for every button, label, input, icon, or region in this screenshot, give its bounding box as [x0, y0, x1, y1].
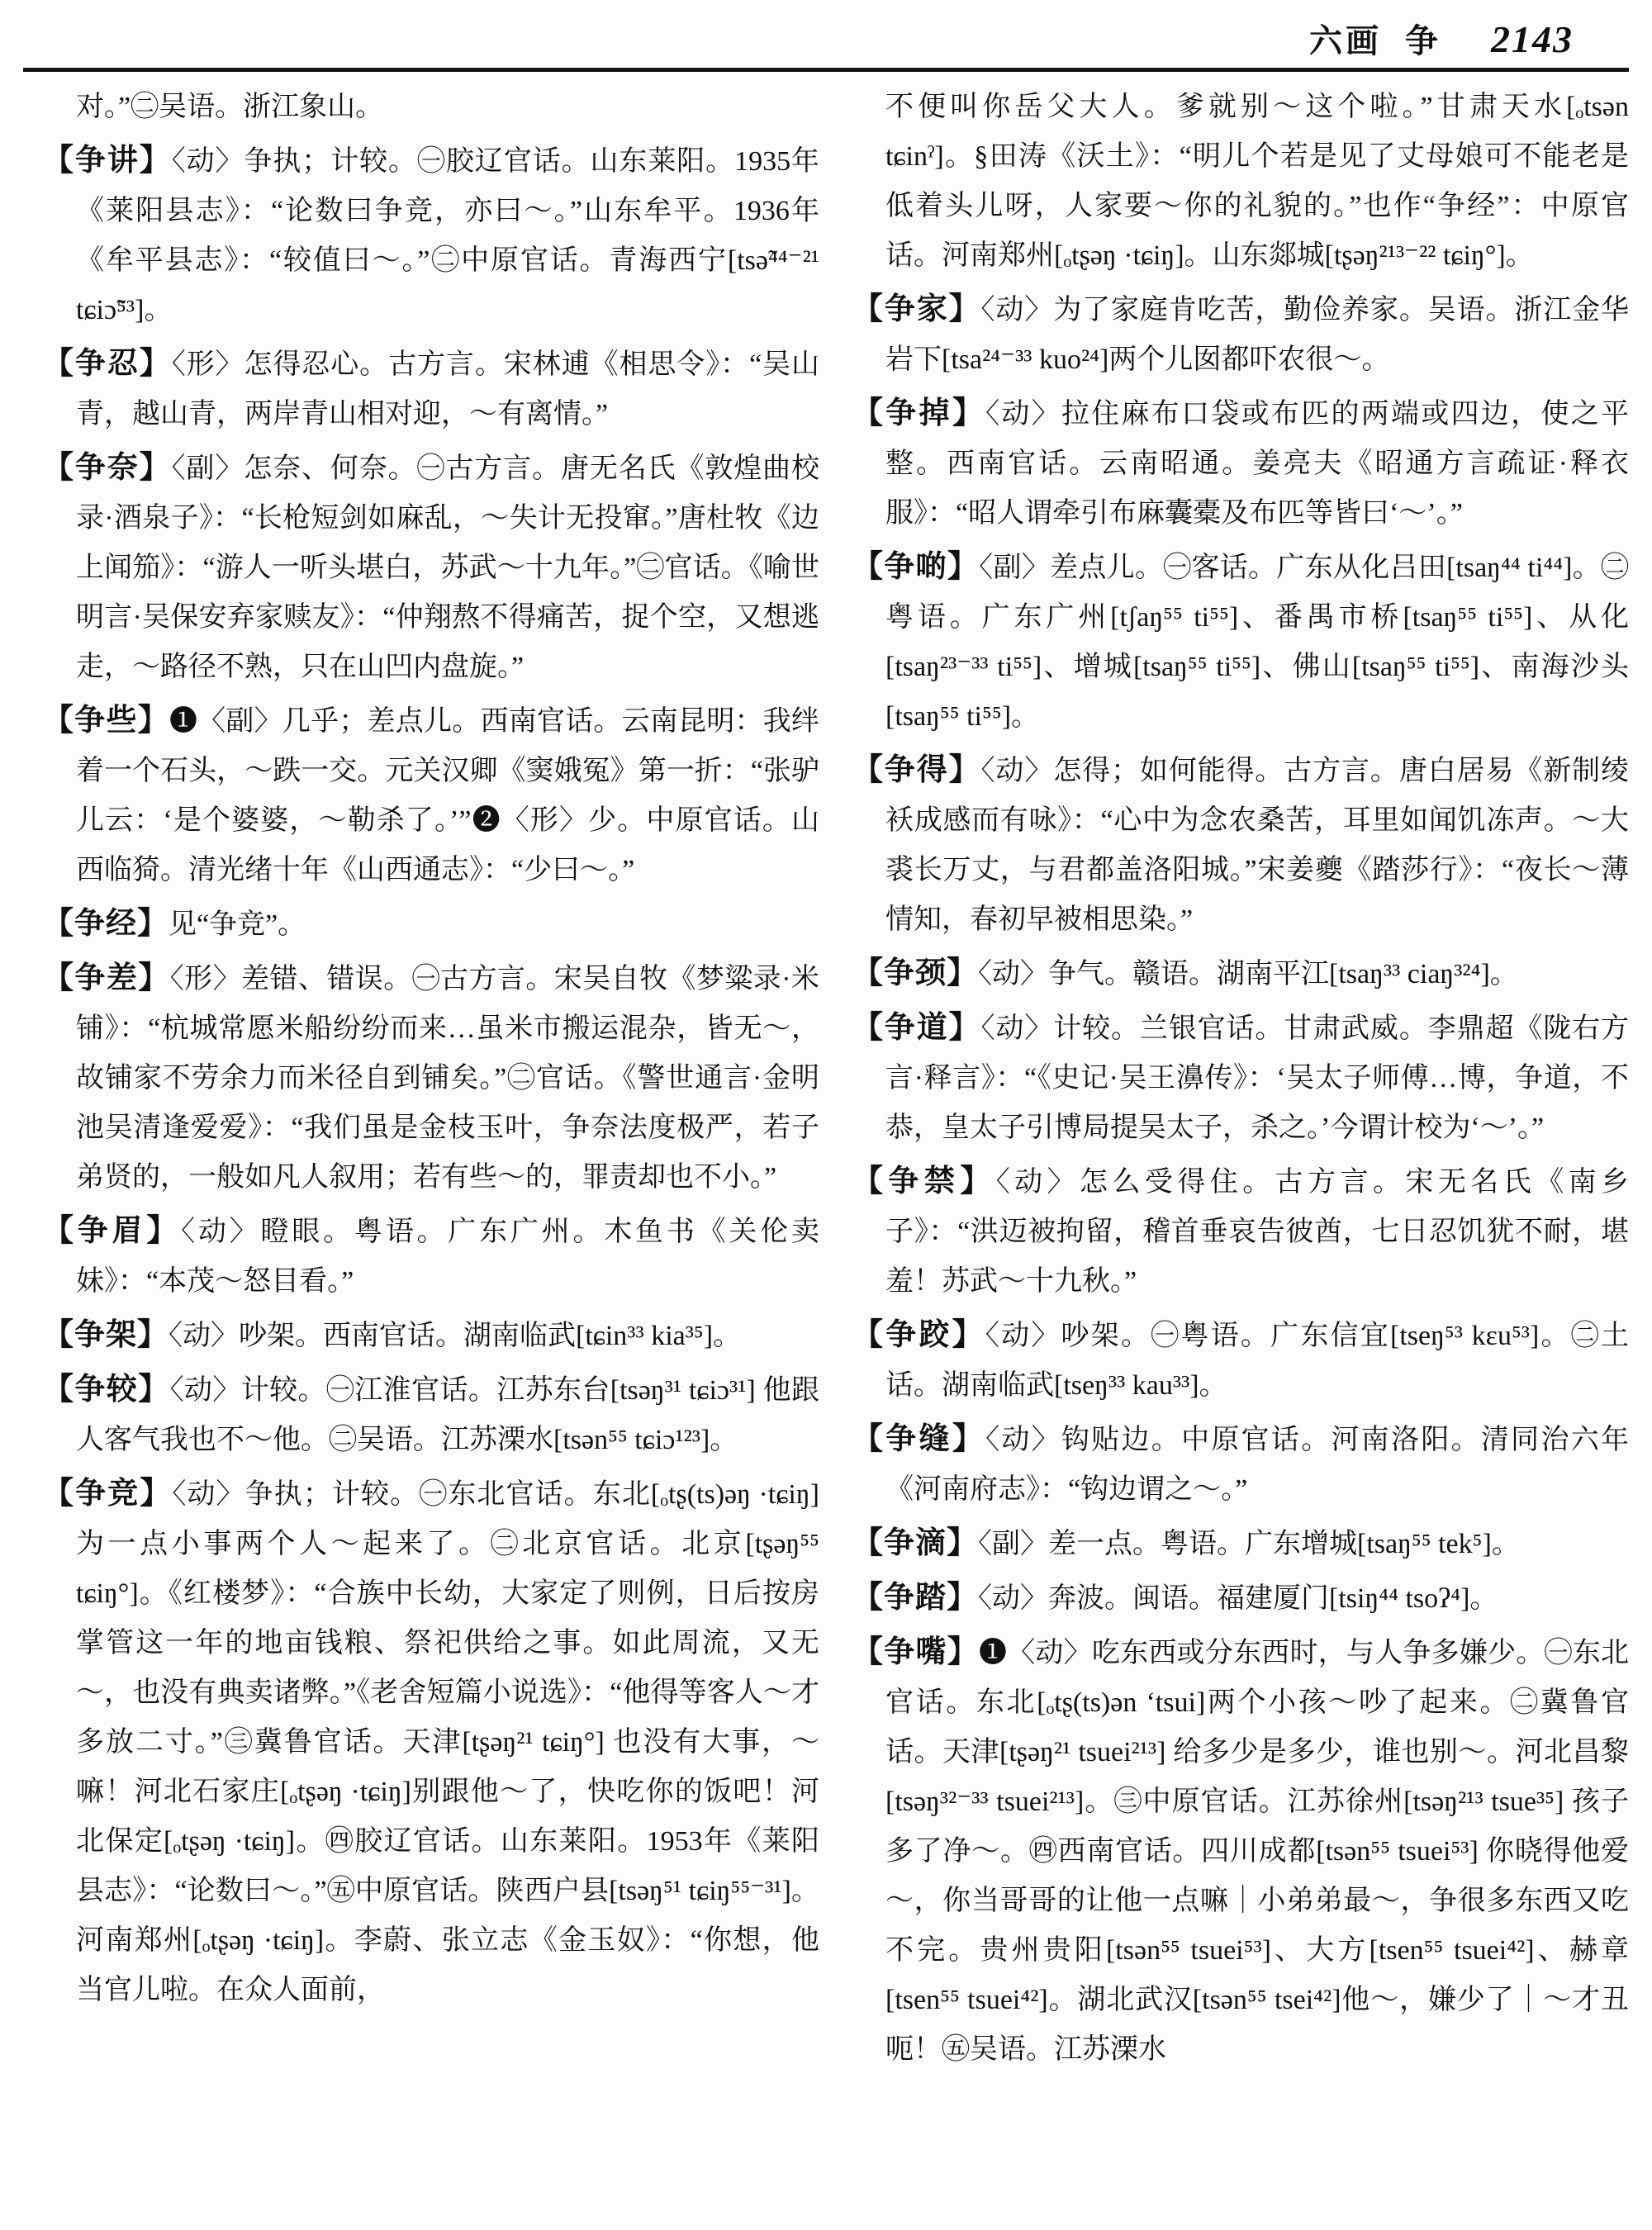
dictionary-entry: [43, 954, 819, 1203]
entry-body: 〈副〉怎奈、何奈。㊀古方言。唐无名氏《敦煌曲校录·酒泉子》：“长枪短剑如麻乱，～失计无投窜。”唐杜牧《边上闻笳》：“游人一听头堪白，苏武～十九年。”㊁官话。《喻世明言·吴保安弃家赎友》：“仲翔熬不得痛苦，捉个空，又想逃走，～路径不熟，只在山凹内盘旋。”: [76, 453, 820, 682]
dictionary-entry: [852, 949, 1629, 999]
entry-body: 对。”㊁吴语。浙江象山。: [76, 92, 384, 122]
dictionary-entry: [43, 1311, 819, 1361]
text-columns: [0, 83, 1652, 2230]
continuation-paragraph: [852, 83, 1629, 281]
entry-headword: 【争掉】: [852, 396, 986, 430]
dictionary-entry: [852, 1415, 1629, 1515]
entry-body: 〈动〉奔波。闽语。福建厦门[tsiŋ⁴⁴ tsoʔ⁴]。: [978, 1583, 1498, 1614]
entry-body: ❶〈副〉几乎；差点儿。西南官话。云南昆明：我绊着一个石头，～跌一交。元关汉卿《窦娥冤》第一折：“张驴儿云：‘是个婆婆，～勒杀了。’”❷〈形〉少。中原官话。山西临猗。清光绪十年《山西通志》：“少曰～。”: [76, 706, 820, 885]
entry-body: 〈动〉吵架。㊀粤语。广东信宜[tseŋ⁵³ kɛu⁵³]。㊁土话。湖南临武[tseŋ³³ kau³³]。: [885, 1321, 1629, 1401]
entry-body: 〈副〉差点儿。㊀客话。广东从化吕田[tsaŋ⁴⁴ ti⁴⁴]。㊁粤语。广东广州[tʃaŋ⁵⁵ ti⁵⁵]、番禺市桥[tsaŋ⁵⁵ ti⁵⁵]、从化[tsaŋ²³⁻³³ ti⁵⁵]、增城[tsaŋ⁵⁵ ti⁵⁵]、佛山[tsaŋ⁵⁵ ti⁵⁵]、南海沙头[tsaŋ⁵⁵ ti⁵⁵]。: [885, 553, 1630, 732]
entry-headword: 【争家】: [852, 292, 981, 326]
entry-body: 〈动〉计较。㊀江淮官话。江苏东台[tsəŋ³¹ tɕiɔ³¹] 他跟人客气我也不～他。㊁吴语。江苏溧水[tsən⁵⁵ tɕiɔ¹²³]。: [76, 1375, 820, 1455]
entry-headword: 【争啲】: [852, 550, 980, 584]
entry-body: 〈动〉吵架。西南官话。湖南临武[tɕin³³ kia³⁵]。: [169, 1321, 742, 1351]
entry-body: 〈动〉拉住麻布口袋或布匹的两端或四边，使之平整。西南官话。云南昭通。姜亮夫《昭通方言疏证·释衣服》：“昭人谓牵引布麻囊橐及布匹等皆曰‘～’。”: [885, 399, 1630, 529]
entry-body: 〈动〉争执；计较。㊀胶辽官话。山东莱阳。1935年《莱阳县志》：“论数曰争竞，亦曰～。”山东牟平。1936年《牟平县志》：“较值曰～。”㊁中原官话。青海西宁[tsə̃⁴⁴⁻²¹ tɕiɔ̃⁵³]。: [76, 146, 820, 325]
dictionary-entry: [852, 285, 1629, 385]
entry-headword: 【争禁】: [852, 1165, 996, 1198]
dictionary-entry: [43, 1365, 819, 1465]
entry-headword: 【争竞】: [43, 1477, 173, 1511]
entry-body: 〈动〉钩贴边。中原官话。河南洛阳。清同治六年《河南府志》：“钩边谓之～。”: [885, 1425, 1630, 1505]
entry-headword: 【争道】: [852, 1011, 981, 1045]
page-header: [1309, 15, 1574, 62]
entry-body: 〈动〉为了家庭肯吃苦，勤俭养家。吴语。浙江金华岩下[tsa²⁴⁻³³ kuo²⁴]两个儿囡都吓农很～。: [885, 295, 1630, 375]
dictionary-entry: [852, 389, 1629, 539]
header-stroke-section: 六画: [1309, 22, 1382, 59]
dictionary-entry: [43, 444, 819, 692]
entry-body: 〈形〉怎得忍心。古方言。宋林逋《相思令》：“吴山青，越山青，两岸青山相对迎，～有离情。”: [76, 349, 820, 429]
header-page-number: 2143: [1491, 18, 1574, 60]
left-column: [43, 83, 819, 2019]
entry-headword: 【争差】: [43, 961, 170, 995]
dictionary-entry: [852, 1157, 1629, 1307]
entry-body: 〈动〉争气。赣语。湖南平江[tsaŋ³³ ciaŋ³²⁴]。: [978, 959, 1518, 989]
entry-body: 〈动〉怎得；如何能得。古方言。唐白居易《新制绫袄成感而有咏》：“心中为念农桑苦，耳里如闻饥冻声。～大裘长万丈，与君都盖洛阳城。”宋姜夔《踏莎行》：“夜长～薄情知，春初早被相思染。”: [885, 756, 1630, 935]
header-rule: [23, 68, 1629, 72]
entry-body: ❶〈动〉吃东西或分东西时，与人争多嫌少。㊀东北官话。东北[ₒtʂ(ts)ən ʻtsui]两个小孩～吵了起来。㊁冀鲁官话。天津[tʂəŋ²¹ tsuei²¹³] 给多少是多少，谁也别～。河北昌黎[tsəŋ³²⁻³³ tsuei²¹³]。㊂中原官话。江苏徐州[tsəŋ²¹³ tsue³⁵] 孩子多了净～。㊃西南官话。四川成都[tsən⁵⁵ tsuei⁵³] 你晓得他爱～，你当哥哥的让他一点嘛｜小弟弟最～，争很多东西又吃不完。贵州贵阳[tsən⁵⁵ tsuei⁵³]、大方[tsen⁵⁵ tsuei⁴²]、赫章[tsen⁵⁵ tsuei⁴²]。湖北武汉[tsən⁵⁵ tsei⁴²]他～，嫌少了｜～才丑呃！㊄吴语。江苏溧水: [885, 1638, 1630, 2065]
entry-headword: 【争奈】: [43, 451, 172, 485]
entry-headword: 【争嘴】: [852, 1635, 979, 1669]
entry-headword: 【争缝】: [852, 1422, 986, 1456]
entry-headword: 【争眉】: [43, 1214, 182, 1248]
entry-body: 不便叫你岳父大人。爹就别～这个啦。”甘肃天水[ₒtsən tɕinˀ]。§田涛《沃土》：“明儿个若是见了丈母娘可不能老是低着头儿呀，人家要～你的礼貌的。”也作“争经”：中原官话。河南郑州[ₒtʂəŋ ·tɕiŋ]。山东郯城[tʂəŋ²¹³⁻²² tɕiŋ°]。: [885, 92, 1629, 271]
entry-body: 见“争竞”。: [169, 909, 306, 940]
right-column: [852, 83, 1629, 2079]
entry-headword: 【争经】: [43, 907, 169, 941]
entry-headword: 【争踏】: [852, 1581, 978, 1615]
dictionary-entry: [852, 1573, 1629, 1624]
entry-body: 〈动〉瞪眼。粤语。广东广州。木鱼书《关伦卖妹》：“本茂～怒目看。”: [76, 1217, 820, 1297]
dictionary-entry: [852, 1004, 1629, 1153]
entry-body: 〈副〉差一点。粤语。广东增城[tsaŋ⁵⁵ tek⁵]。: [978, 1529, 1520, 1559]
entry-headword: 【争颈】: [852, 956, 978, 990]
dictionary-entry: [852, 746, 1629, 945]
entry-headword: 【争较】: [43, 1373, 170, 1407]
dictionary-entry: [852, 1311, 1629, 1411]
entry-headword: 【争滴】: [852, 1526, 978, 1560]
entry-body: 〈形〉差错、错误。㊀古方言。宋吴自牧《梦粱录·米铺》：“杭城常愿米船纷纷而来…虽米市搬运混杂，皆无～，故铺家不劳余力而米径自到铺矣。”㊁官话。《警世通言·金明池吴清逢爱爱》：“我们虽是金枝玉叶，争奈法度极严，若子弟贤的，一般如凡人叙用；若有些～的，罪责却也不小。”: [76, 964, 819, 1193]
dictionary-entry: [43, 1207, 819, 1307]
dictionary-entry: [43, 1469, 819, 2015]
entry-headword: 【争得】: [852, 753, 981, 787]
dictionary-entry: [43, 339, 819, 439]
continuation-paragraph: [43, 83, 819, 132]
dictionary-entry: [852, 1628, 1629, 2075]
entry-headword: 【争架】: [43, 1318, 169, 1352]
dictionary-entry: [43, 696, 819, 895]
entry-headword: 【争忍】: [43, 347, 172, 381]
dictionary-entry: [852, 543, 1629, 742]
entry-headword: 【争跤】: [852, 1318, 985, 1352]
entry-body: 〈动〉计较。兰银官话。甘肃武威。李鼎超《陇右方言·释言》：“《史记·吴王濞传》：‘吴太子师傅…博，争道，不恭，皇太子引博局提吴太子，杀之。’今谓计校为‘～’。”: [885, 1013, 1630, 1143]
entry-headword: 【争讲】: [43, 144, 172, 178]
dictionary-entry: [43, 136, 819, 335]
header-character: 争: [1405, 22, 1441, 59]
entry-body: 〈动〉怎么受得住。古方言。宋无名氏《南乡子》：“洪迈被拘留，稽首垂哀告彼酋，七日忍饥犹不耐，堪羞！苏武～十九秋。”: [885, 1167, 1630, 1297]
dictionary-entry: [852, 1519, 1629, 1569]
entry-headword: 【争些】: [43, 704, 169, 738]
entry-body: 〈动〉争执；计较。㊀东北官话。东北[ₒtʂ(ts)əŋ ·tɕiŋ] 为一点小事两个人～起来了。㊁北京官话。北京[tʂəŋ⁵⁵ tɕiŋ°]。《红楼梦》：“合族中长幼，大家定了则例，日后按房掌管这一年的地亩钱粮、祭祀供给之事。如此周流，又无～，也没有典卖诸弊。”《老舍短篇小说选》：“他得等客人～才多放二寸。”㊂冀鲁官话。天津[tʂəŋ²¹ tɕiŋ°] 也没有大事，～嘛！河北石家庄[ₒtʂəŋ ·tɕiŋ]别跟他～了，快吃你的饭吧！河北保定[ₒtʂəŋ ·tɕiŋ]。㊃胶辽官话。山东莱阳。1953年《莱阳县志》：“论数曰～。”㊄中原官话。陕西户县[tsəŋ⁵¹ tɕiŋ⁵⁵⁻³¹]。河南郑州[ₒtʂəŋ ·tɕiŋ]。李蔚、张立志《金玉奴》：“你想，他当官儿啦。在众人面前，: [76, 1479, 819, 2005]
dictionary-entry: [43, 899, 819, 950]
